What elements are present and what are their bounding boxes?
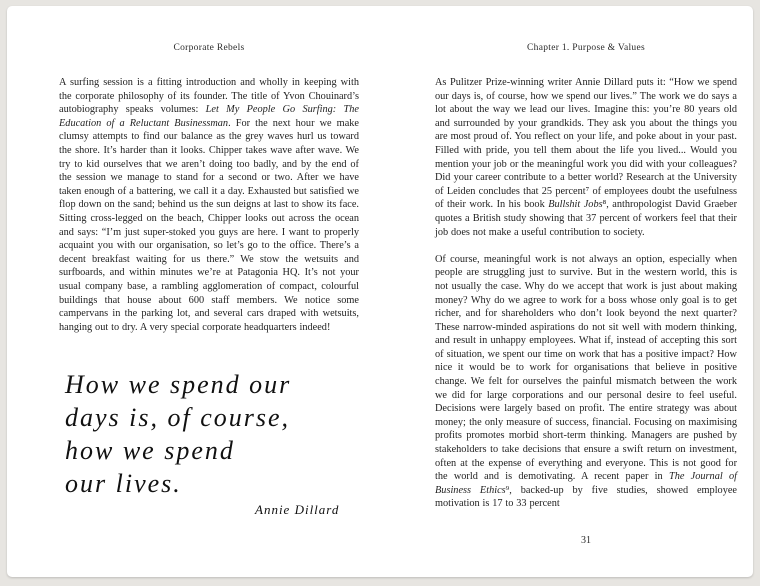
body-paragraph: As Pulitzer Prize-winning writer Annie Dillard puts it: “How we spend our days is, of course, how we spend our lives.” The work we do says a lot about the way we lead our lives. Imagine this: you’re 80 years old and surrounded by your grandkids. They ask you about the things you are most proud of. You reflect on your life, and poke about in your past. Filled with pride, you tell them about the life you lived... Would you mention your job or the meaningful work you did with your colleagues? Did your career contribute to a better world? Research at the University of Leiden concludes that 25 percent⁷ of employees doubt the usefulness of their work. In his book Bullshit Jobs⁸, anthropologist David Graeber quotes a British study showing that 37 percent of workers feel that their job does not make a useful contribution to society.: [435, 77, 737, 238]
right-page-body: [435, 76, 737, 511]
quote-line: our lives.: [65, 469, 182, 498]
running-header-left: Corporate Rebels: [173, 43, 245, 53]
left-page-body: [59, 76, 359, 334]
handwritten-quote: [65, 368, 385, 500]
quote-line: days is, of course,: [65, 403, 291, 432]
quote-line: how we spend: [65, 436, 235, 465]
running-header-right: Chapter 1. Purpose & Values: [527, 43, 645, 53]
body-paragraph: Of course, meaningful work is not always an option, especially when people are struggling just to survive. But in the western world, this is not usually the case. Why do we accept that work is just about making money? Why do we agree to work for a boss whose only goal is to get richer, and for shareholders who don’t look beyond the next quarter? These narrow-minded aspirations do not sit well with modern thinking, and result in unhappy employees. What if, instead of accepting this sort of situation, we spent our time on work that has a positive impact? How nice it would be to work for organisations that believe in positive change. We felt for ourselves the painful mismatch between the work we did for large corporations and our personal desire to feel useful. Decisions were largely based on profit. The entire strategy was about money; the only measure of success, financial. Focusing on maximising profits promotes morbid short-term thinking. Managers are pushed by stakeholders to take decisions that ensure a swift return on investment, often at the expense of everything and everyone. This is not good for the world and is demotivating. A recent paper in The Journal of Business Ethics⁹, backed-up by five studies, showed employee motivation is 17 to 33 percent: [435, 253, 737, 510]
quote-attribution: Annie Dillard: [255, 502, 340, 517]
page-number: 31: [581, 535, 591, 546]
book-spread: [7, 6, 753, 577]
quote-line: How we spend our: [65, 370, 292, 399]
body-paragraph: A surfing session is a fitting introduction and wholly in keeping with the corporate philosophy of its founder. The title of Yvon Chouinard’s autobiography speaks volumes: Let My People Go Surfing: The Education of a Reluctant Businessman. For the next hour we make clumsy attempts to find our balance as the grey waves hurl us toward the shore. It’s harder than it looks. Chipper takes wave after wave. We try to kid ourselves that we aren’t doing too badly, and by the end of the session we manage to stand for a second or two. After we have taken enough of a battering, we call it a day. Exhausted but satisfied we flop down on the sand; behind us the sun deigns at last to show its face. Sitting cross-legged on the beach, Chipper looks out across the ocean and says: “I’m just super-stoked you guys are here. I want to properly acquaint you with our organisation, so let’s go to the office. There’s a decent breakfast waiting for us there.” We stow the wetsuits and surfboards, and within minutes we’re at Patagonia HQ. It’s not your usual company base, a rambling agglomeration of compact, colourful buildings that house about 600 staff members. We notice some campervans in the parking lot, and several cars draped with wetsuits, hanging out to dry. A very special corporate headquarters indeed!: [59, 77, 359, 333]
